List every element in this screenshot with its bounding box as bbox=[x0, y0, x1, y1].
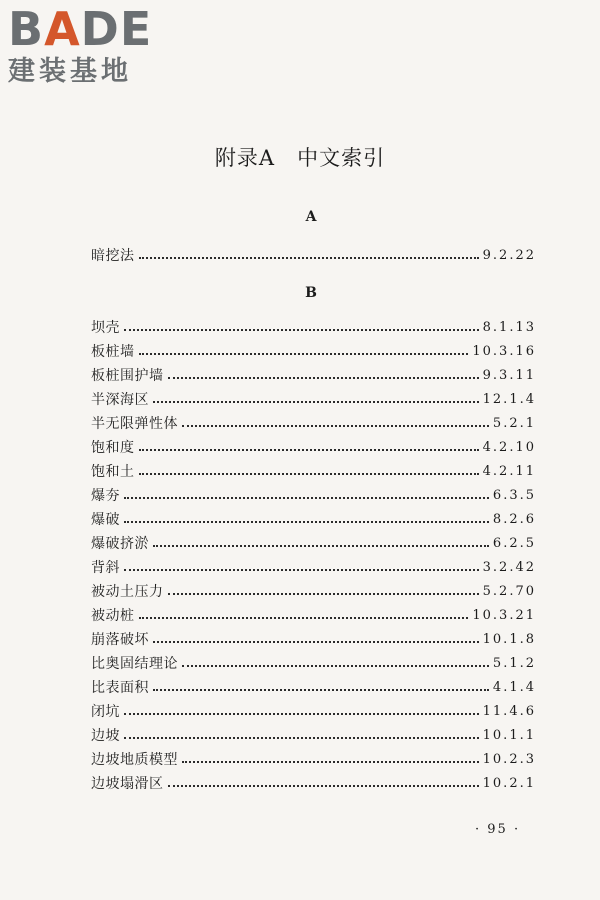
entry-ref: 9.3.11 bbox=[482, 367, 536, 383]
index-entry bbox=[91, 675, 536, 699]
entry-ref: 4.2.11 bbox=[482, 463, 536, 479]
index-entry bbox=[91, 507, 536, 531]
entry-ref: 4.2.10 bbox=[482, 439, 536, 455]
dot-leader bbox=[139, 617, 469, 619]
entry-ref: 10.2.1 bbox=[482, 775, 536, 791]
index-entry bbox=[91, 315, 536, 339]
entry-term: 半无限弹性体 bbox=[91, 416, 178, 432]
entry-ref: 10.3.21 bbox=[472, 607, 536, 623]
index-entry bbox=[91, 747, 536, 771]
dot-leader bbox=[124, 521, 489, 523]
entry-ref: 5.1.2 bbox=[492, 655, 536, 671]
index-entry bbox=[91, 579, 536, 603]
dot-leader bbox=[153, 641, 479, 643]
dot-leader bbox=[139, 257, 479, 259]
entry-ref: 9.2.22 bbox=[482, 247, 536, 263]
dot-leader bbox=[124, 497, 489, 499]
entry-term: 爆破 bbox=[91, 512, 120, 528]
entry-term: 半深海区 bbox=[91, 392, 149, 408]
index-entry bbox=[91, 339, 536, 363]
entry-ref: 5.2.70 bbox=[482, 583, 536, 599]
logo-wordmark: BADE bbox=[8, 2, 153, 56]
entry-term: 暗挖法 bbox=[91, 248, 135, 264]
dot-leader bbox=[182, 665, 489, 667]
entry-ref: 8.1.13 bbox=[482, 319, 536, 335]
index-entry bbox=[91, 627, 536, 651]
entry-term: 爆夯 bbox=[91, 488, 120, 504]
entry-ref: 8.2.6 bbox=[492, 511, 536, 527]
section-letter-b: B bbox=[305, 285, 317, 301]
entry-term: 边坡地质模型 bbox=[91, 752, 178, 768]
entry-ref: 10.2.3 bbox=[482, 751, 536, 767]
entry-term: 边坡塌滑区 bbox=[91, 776, 164, 792]
page-number: · 95 · bbox=[475, 822, 521, 837]
entry-ref: 6.2.5 bbox=[492, 535, 536, 551]
entry-term: 被动桩 bbox=[91, 608, 135, 624]
dot-leader bbox=[124, 329, 479, 331]
entry-term: 坝壳 bbox=[91, 320, 120, 336]
entry-ref: 6.3.5 bbox=[492, 487, 536, 503]
dot-leader bbox=[139, 449, 479, 451]
entry-term: 边坡 bbox=[91, 728, 120, 744]
entry-ref: 4.1.4 bbox=[492, 679, 536, 695]
dot-leader bbox=[153, 545, 489, 547]
dot-leader bbox=[124, 713, 479, 715]
dot-leader bbox=[153, 401, 479, 403]
index-entry bbox=[91, 723, 536, 747]
dot-leader bbox=[124, 569, 479, 571]
dot-leader bbox=[182, 425, 489, 427]
entry-ref: 12.1.4 bbox=[482, 391, 536, 407]
logo bbox=[8, 2, 178, 88]
dot-leader bbox=[139, 353, 469, 355]
entry-term: 被动土压力 bbox=[91, 584, 164, 600]
index-entry bbox=[91, 483, 536, 507]
entry-term: 闭坑 bbox=[91, 704, 120, 720]
dot-leader bbox=[182, 761, 479, 763]
entry-term: 崩落破坏 bbox=[91, 632, 149, 648]
index-entry bbox=[91, 387, 536, 411]
entry-ref: 3.2.42 bbox=[482, 559, 536, 575]
entry-term: 饱和度 bbox=[91, 440, 135, 456]
index-entry bbox=[91, 363, 536, 387]
dot-leader bbox=[168, 593, 479, 595]
entry-ref: 10.1.8 bbox=[482, 631, 536, 647]
entry-ref: 11.4.6 bbox=[482, 703, 536, 719]
index-entry bbox=[91, 411, 536, 435]
dot-leader bbox=[153, 689, 489, 691]
dot-leader bbox=[168, 785, 479, 787]
dot-leader bbox=[139, 473, 479, 475]
entry-term: 背斜 bbox=[91, 560, 120, 576]
index-entry bbox=[91, 531, 536, 555]
index-entry bbox=[91, 603, 536, 627]
dot-leader bbox=[168, 377, 479, 379]
section-letter-a: A bbox=[305, 209, 317, 225]
entry-term: 板桩墙 bbox=[91, 344, 135, 360]
entry-term: 比奥固结理论 bbox=[91, 656, 178, 672]
index-entry bbox=[91, 555, 536, 579]
index-entry bbox=[91, 459, 536, 483]
entry-term: 爆破挤淤 bbox=[91, 536, 149, 552]
entry-term: 饱和土 bbox=[91, 464, 135, 480]
entry-term: 板桩围护墙 bbox=[91, 368, 164, 384]
index-entry bbox=[91, 699, 536, 723]
logo-subtitle: 建装基地 bbox=[8, 56, 132, 87]
dot-leader bbox=[124, 737, 479, 739]
page-title: 附录A 中文索引 bbox=[214, 146, 386, 170]
entry-term: 比表面积 bbox=[91, 680, 149, 696]
index-entry bbox=[91, 771, 536, 795]
index-entry bbox=[91, 243, 536, 267]
index-entry bbox=[91, 651, 536, 675]
entry-ref: 5.2.1 bbox=[492, 415, 536, 431]
entry-ref: 10.1.1 bbox=[482, 727, 536, 743]
entry-ref: 10.3.16 bbox=[472, 343, 536, 359]
index-entry bbox=[91, 435, 536, 459]
